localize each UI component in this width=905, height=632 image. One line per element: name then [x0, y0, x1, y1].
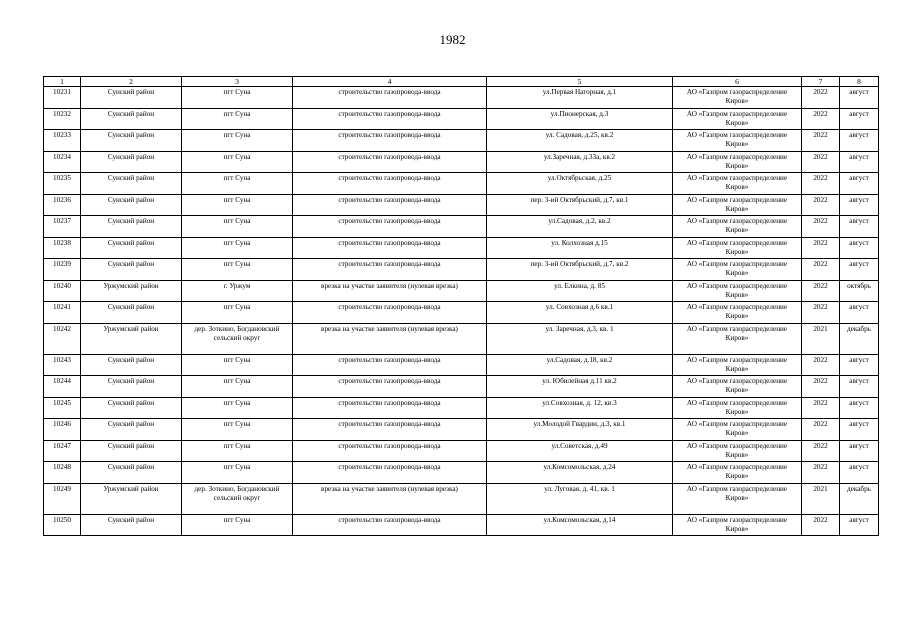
table-body [44, 87, 879, 536]
cell-work-type: врезка на участке заявителя (нулевая врезка) [293, 323, 487, 354]
cell-settlement: г. Уржум [182, 280, 293, 302]
cell-address: ул.Заречная, д.33а, кв.2 [487, 151, 673, 173]
cell-settlement: пгт Суна [182, 237, 293, 259]
cell-district: Сунский район [81, 216, 182, 238]
cell-address: ул.Октябрьская, д.25 [487, 173, 673, 195]
cell-id: 10244 [44, 376, 81, 398]
cell-id: 10239 [44, 259, 81, 281]
cell-district: Уржумский район [81, 280, 182, 302]
cell-year: 2022 [802, 419, 840, 441]
column-header: 2 [81, 77, 182, 87]
table-row [44, 130, 879, 152]
cell-address: ул.Комсомольская, д.14 [487, 514, 673, 536]
cell-id: 10247 [44, 440, 81, 462]
cell-work-type: строительство газопровода-ввода [293, 397, 487, 419]
cell-settlement: пгт Суна [182, 440, 293, 462]
cell-settlement: пгт Суна [182, 376, 293, 398]
cell-organization: АО «Газпром газораспределение Киров» [673, 397, 802, 419]
cell-address: ул.Садовая, д.18, кв.2 [487, 354, 673, 376]
cell-settlement: дер. Зоткино, Богдановский сельский округ [182, 483, 293, 514]
cell-settlement: пгт Суна [182, 216, 293, 238]
table-row [44, 259, 879, 281]
cell-work-type: строительство газопровода-ввода [293, 216, 487, 238]
cell-month: август [840, 237, 879, 259]
cell-settlement: пгт Суна [182, 397, 293, 419]
cell-id: 10233 [44, 130, 81, 152]
table-row [44, 514, 879, 536]
cell-address: ул.Совхозная, д. 12, кв.3 [487, 397, 673, 419]
cell-id: 10236 [44, 194, 81, 216]
cell-month: август [840, 194, 879, 216]
cell-year: 2022 [802, 514, 840, 536]
cell-month: август [840, 462, 879, 484]
cell-district: Сунский район [81, 440, 182, 462]
cell-id: 10231 [44, 87, 81, 109]
cell-address: ул.Пионерская, д.3 [487, 108, 673, 130]
table-row [44, 194, 879, 216]
cell-work-type: строительство газопровода-ввода [293, 514, 487, 536]
table-row [44, 440, 879, 462]
cell-organization: АО «Газпром газораспределение Киров» [673, 280, 802, 302]
cell-address: ул. Колхозная д.15 [487, 237, 673, 259]
cell-district: Уржумский район [81, 323, 182, 354]
cell-settlement: пгт Суна [182, 108, 293, 130]
cell-settlement: пгт Суна [182, 151, 293, 173]
cell-organization: АО «Газпром газораспределение Киров» [673, 151, 802, 173]
cell-address: ул.Садовая, д.2, кв.2 [487, 216, 673, 238]
cell-address: ул.Первая Нагорная, д.1 [487, 87, 673, 109]
cell-id: 10240 [44, 280, 81, 302]
cell-organization: АО «Газпром газораспределение Киров» [673, 173, 802, 195]
cell-id: 10246 [44, 419, 81, 441]
header-row [44, 77, 879, 87]
cell-work-type: строительство газопровода-ввода [293, 151, 487, 173]
cell-settlement: пгт Суна [182, 87, 293, 109]
cell-month: август [840, 151, 879, 173]
cell-district: Сунский район [81, 87, 182, 109]
table-row [44, 419, 879, 441]
cell-year: 2022 [802, 151, 840, 173]
cell-settlement: пгт Суна [182, 302, 293, 324]
table-row [44, 354, 879, 376]
cell-work-type: строительство газопровода-ввода [293, 440, 487, 462]
cell-year: 2021 [802, 323, 840, 354]
table-row [44, 397, 879, 419]
cell-organization: АО «Газпром газораспределение Киров» [673, 462, 802, 484]
cell-year: 2022 [802, 130, 840, 152]
cell-year: 2022 [802, 237, 840, 259]
cell-month: август [840, 397, 879, 419]
cell-district: Сунский район [81, 354, 182, 376]
cell-month: август [840, 514, 879, 536]
cell-district: Сунский район [81, 397, 182, 419]
cell-month: декабрь [840, 483, 879, 514]
cell-year: 2022 [802, 194, 840, 216]
cell-district: Сунский район [81, 419, 182, 441]
cell-id: 10243 [44, 354, 81, 376]
cell-address: ул.Молодой Гвардии, д.3, кв.1 [487, 419, 673, 441]
cell-work-type: строительство газопровода-ввода [293, 130, 487, 152]
cell-id: 10235 [44, 173, 81, 195]
cell-month: август [840, 302, 879, 324]
cell-month: август [840, 259, 879, 281]
cell-district: Сунский район [81, 302, 182, 324]
cell-year: 2022 [802, 87, 840, 109]
cell-address: ул. Садовая, д.25, кв.2 [487, 130, 673, 152]
cell-id: 10234 [44, 151, 81, 173]
cell-id: 10232 [44, 108, 81, 130]
cell-work-type: строительство газопровода-ввода [293, 462, 487, 484]
cell-month: август [840, 108, 879, 130]
cell-district: Сунский район [81, 237, 182, 259]
cell-work-type: строительство газопровода-ввода [293, 194, 487, 216]
cell-settlement: пгт Суна [182, 354, 293, 376]
cell-month: август [840, 440, 879, 462]
column-header: 5 [487, 77, 673, 87]
cell-work-type: строительство газопровода-ввода [293, 108, 487, 130]
cell-district: Сунский район [81, 462, 182, 484]
cell-work-type: строительство газопровода-ввода [293, 354, 487, 376]
cell-address: пер. 3-ий Октябрьский, д.7, кв.1 [487, 194, 673, 216]
cell-settlement: пгт Суна [182, 194, 293, 216]
cell-address: ул.Советская, д.49 [487, 440, 673, 462]
cell-address: пер. 3-ий Октябрьский, д.7, кв.2 [487, 259, 673, 281]
table-row [44, 173, 879, 195]
cell-address: ул. Елкина, д. 85 [487, 280, 673, 302]
table-row [44, 237, 879, 259]
cell-work-type: врезка на участке заявителя (нулевая врезка) [293, 483, 487, 514]
table-row [44, 216, 879, 238]
cell-organization: АО «Газпром газораспределение Киров» [673, 130, 802, 152]
registry-table [43, 76, 879, 536]
cell-organization: АО «Газпром газораспределение Киров» [673, 483, 802, 514]
cell-work-type: строительство газопровода-ввода [293, 87, 487, 109]
cell-organization: АО «Газпром газораспределение Киров» [673, 323, 802, 354]
table-row [44, 108, 879, 130]
cell-id: 10249 [44, 483, 81, 514]
cell-year: 2022 [802, 108, 840, 130]
column-header: 8 [840, 77, 879, 87]
column-header: 4 [293, 77, 487, 87]
cell-work-type: врезка на участке заявителя (нулевая врезка) [293, 280, 487, 302]
cell-year: 2021 [802, 483, 840, 514]
cell-district: Сунский район [81, 173, 182, 195]
cell-year: 2022 [802, 462, 840, 484]
column-header: 7 [802, 77, 840, 87]
cell-year: 2022 [802, 354, 840, 376]
table-row [44, 483, 879, 514]
page-number: 1982 [439, 32, 466, 47]
cell-organization: АО «Газпром газораспределение Киров» [673, 302, 802, 324]
cell-organization: АО «Газпром газораспределение Киров» [673, 216, 802, 238]
cell-year: 2022 [802, 376, 840, 398]
cell-district: Сунский район [81, 151, 182, 173]
cell-address: ул.Комсомольская, д.24 [487, 462, 673, 484]
cell-month: август [840, 419, 879, 441]
cell-year: 2022 [802, 302, 840, 324]
cell-work-type: строительство газопровода-ввода [293, 302, 487, 324]
cell-address: ул. Заречная, д.3, кв. 1 [487, 323, 673, 354]
cell-organization: АО «Газпром газораспределение Киров» [673, 194, 802, 216]
cell-id: 10238 [44, 237, 81, 259]
cell-organization: АО «Газпром газораспределение Киров» [673, 87, 802, 109]
cell-year: 2022 [802, 397, 840, 419]
cell-district: Сунский район [81, 130, 182, 152]
cell-id: 10242 [44, 323, 81, 354]
cell-id: 10250 [44, 514, 81, 536]
cell-year: 2022 [802, 259, 840, 281]
cell-month: август [840, 376, 879, 398]
cell-settlement: пгт Суна [182, 259, 293, 281]
cell-organization: АО «Газпром газораспределение Киров» [673, 514, 802, 536]
cell-district: Сунский район [81, 259, 182, 281]
table-row [44, 302, 879, 324]
cell-year: 2022 [802, 216, 840, 238]
cell-month: август [840, 173, 879, 195]
cell-month: август [840, 216, 879, 238]
cell-id: 10237 [44, 216, 81, 238]
table-row [44, 280, 879, 302]
cell-address: ул. Луговая, д. 41, кв. 1 [487, 483, 673, 514]
cell-organization: АО «Газпром газораспределение Киров» [673, 440, 802, 462]
cell-settlement: пгт Суна [182, 130, 293, 152]
cell-work-type: строительство газопровода-ввода [293, 259, 487, 281]
column-header: 1 [44, 77, 81, 87]
cell-work-type: строительство газопровода-ввода [293, 419, 487, 441]
cell-district: Сунский район [81, 376, 182, 398]
cell-work-type: строительство газопровода-ввода [293, 173, 487, 195]
table-row [44, 376, 879, 398]
cell-settlement: дер. Зоткино, Богдановский сельский округ [182, 323, 293, 354]
cell-work-type: строительство газопровода-ввода [293, 237, 487, 259]
table-row [44, 323, 879, 354]
cell-year: 2022 [802, 173, 840, 195]
cell-month: август [840, 87, 879, 109]
cell-month: октябрь [840, 280, 879, 302]
cell-id: 10245 [44, 397, 81, 419]
cell-settlement: пгт Суна [182, 173, 293, 195]
cell-settlement: пгт Суна [182, 462, 293, 484]
column-header: 6 [673, 77, 802, 87]
cell-district: Сунский район [81, 108, 182, 130]
cell-district: Сунский район [81, 194, 182, 216]
cell-district: Уржумский район [81, 483, 182, 514]
cell-id: 10248 [44, 462, 81, 484]
cell-address: ул. Совхозная д.6 кв.1 [487, 302, 673, 324]
table-row [44, 462, 879, 484]
cell-organization: АО «Газпром газораспределение Киров» [673, 354, 802, 376]
cell-year: 2022 [802, 280, 840, 302]
cell-settlement: пгт Суна [182, 419, 293, 441]
cell-organization: АО «Газпром газораспределение Киров» [673, 376, 802, 398]
cell-year: 2022 [802, 440, 840, 462]
table-row [44, 87, 879, 109]
cell-district: Сунский район [81, 514, 182, 536]
cell-month: август [840, 130, 879, 152]
cell-settlement: пгт Суна [182, 514, 293, 536]
cell-organization: АО «Газпром газораспределение Киров» [673, 108, 802, 130]
column-header: 3 [182, 77, 293, 87]
table-row [44, 151, 879, 173]
cell-id: 10241 [44, 302, 81, 324]
cell-organization: АО «Газпром газораспределение Киров» [673, 419, 802, 441]
cell-month: декабрь [840, 323, 879, 354]
cell-month: август [840, 354, 879, 376]
cell-work-type: строительство газопровода-ввода [293, 376, 487, 398]
cell-organization: АО «Газпром газораспределение Киров» [673, 259, 802, 281]
cell-organization: АО «Газпром газораспределение Киров» [673, 237, 802, 259]
cell-address: ул. Юбилейная д.11 кв.2 [487, 376, 673, 398]
